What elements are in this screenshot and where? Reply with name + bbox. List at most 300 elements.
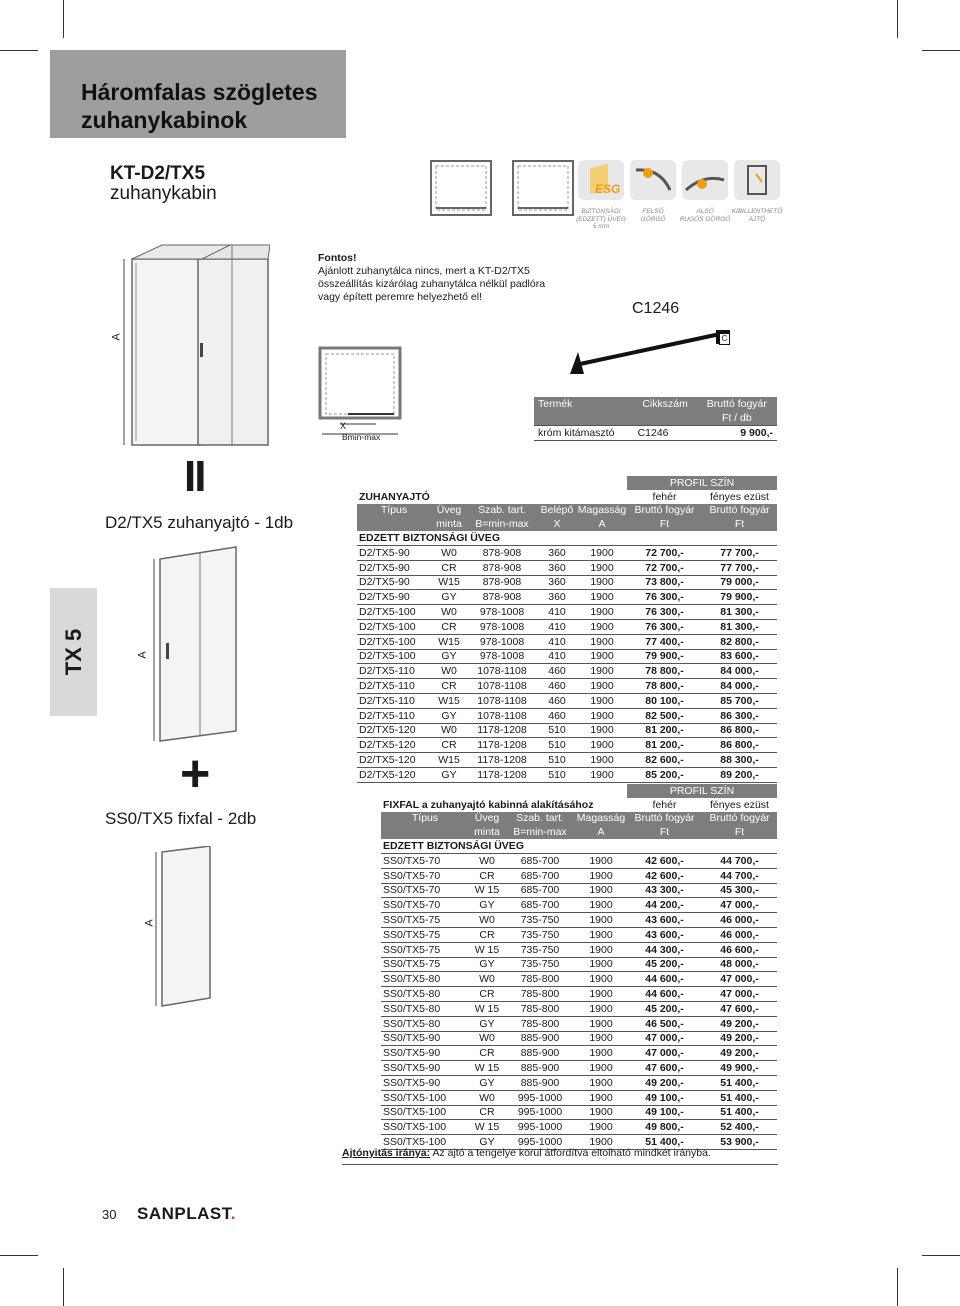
accessory-row: [534, 426, 777, 441]
note-divider: [342, 1164, 778, 1165]
column-header: Típus: [357, 504, 431, 518]
table-cell: W0: [469, 1031, 505, 1046]
table-cell: SS0/TX5-75: [381, 913, 469, 928]
table-cell: W 15: [469, 1120, 505, 1135]
table-cell: 1900: [575, 1075, 627, 1090]
title-box: [50, 50, 346, 138]
table-cell: 978-1008: [467, 634, 537, 649]
table-row: [357, 590, 777, 605]
table-cell: 88 300,-: [702, 753, 777, 768]
table-cell: 978-1008: [467, 649, 537, 664]
table-cell: SS0/TX5-75: [381, 942, 469, 957]
fixfal-section-label: FIXFAL a zuhanyajtó kabinná alakításához: [383, 798, 594, 811]
table-row: [381, 972, 777, 987]
fixfal-color-header: fehér: [652, 798, 677, 811]
crop-mark: [63, 0, 64, 38]
table-cell: 49 200,-: [627, 1075, 702, 1090]
feature-label-line: GÖRGŐ: [640, 215, 666, 223]
table-cell: D2/TX5-100: [357, 649, 431, 664]
tilting-door-icon: [734, 160, 780, 200]
table-cell: 76 300,-: [627, 619, 702, 634]
column-header: X: [537, 517, 577, 531]
table-row: [381, 1105, 777, 1120]
fixfal-section-row: [381, 798, 777, 812]
table-cell: 1900: [577, 693, 627, 708]
accessory-header: Ft / db: [697, 411, 777, 426]
table-cell: SS0/TX5-80: [381, 1001, 469, 1016]
table-cell: 878-908: [467, 575, 537, 590]
door-column-header-row: [357, 504, 777, 518]
table-cell: 885-900: [505, 1075, 575, 1090]
table-cell: 48 000,-: [702, 957, 777, 972]
table-cell: SS0/TX5-100: [381, 1135, 469, 1150]
table-cell: CR: [469, 987, 505, 1002]
table-cell: 82 500,-: [627, 708, 702, 723]
table-cell: 460: [537, 679, 577, 694]
cabin-illustration: [110, 215, 270, 455]
table-cell: SS0/TX5-70: [381, 868, 469, 883]
table-cell: 878-908: [467, 560, 537, 575]
column-header: Üveg: [469, 812, 505, 826]
crop-mark: [63, 1268, 64, 1306]
table-cell: 1078-1108: [467, 679, 537, 694]
table-row: [357, 693, 777, 708]
table-cell: 1900: [575, 1061, 627, 1076]
table-row: [381, 1061, 777, 1076]
table-cell: 1900: [577, 753, 627, 768]
table-cell: GY: [469, 1135, 505, 1150]
table-cell: 1900: [575, 1105, 627, 1120]
table-cell: SS0/TX5-75: [381, 957, 469, 972]
table-cell: 85 200,-: [627, 767, 702, 782]
table-cell: 1900: [575, 957, 627, 972]
side-tab-label: TX 5: [60, 628, 86, 676]
table-cell: D2/TX5-90: [357, 545, 431, 560]
accessory-cell: 9 900,-: [740, 427, 773, 439]
door-section-label: ZUHANYAJTÓ: [359, 490, 430, 503]
table-cell: W 15: [469, 942, 505, 957]
table-cell: CR: [469, 927, 505, 942]
table-cell: 79 000,-: [702, 575, 777, 590]
table-cell: 978-1008: [467, 619, 537, 634]
table-cell: 1900: [575, 1016, 627, 1031]
table-cell: D2/TX5-120: [357, 753, 431, 768]
table-cell: 878-908: [467, 590, 537, 605]
table-cell: 785-800: [505, 972, 575, 987]
page-title-line: Háromfalas szögletes: [81, 79, 318, 105]
table-cell: 51 400,-: [627, 1135, 702, 1150]
table-cell: 1900: [577, 723, 627, 738]
floor-plan: [318, 346, 402, 440]
fixfal-glass-section-row: [381, 839, 777, 853]
table-cell: 1178-1208: [467, 767, 537, 782]
column-header: Típus: [381, 812, 469, 826]
table-cell: 81 300,-: [702, 619, 777, 634]
table-cell: 78 800,-: [627, 664, 702, 679]
table-row: [357, 767, 777, 782]
table-cell: 885-900: [505, 1046, 575, 1061]
table-row: [357, 738, 777, 753]
table-cell: 460: [537, 664, 577, 679]
table-cell: 360: [537, 560, 577, 575]
page-title: [81, 78, 317, 134]
table-row: [381, 987, 777, 1002]
feature-label-line: 5 mm: [592, 223, 610, 230]
table-row: [357, 723, 777, 738]
table-cell: 89 200,-: [702, 767, 777, 782]
door-section-row: [357, 490, 777, 504]
table-cell: GY: [469, 898, 505, 913]
table-cell: 76 300,-: [627, 590, 702, 605]
table-cell: 685-700: [505, 853, 575, 868]
crop-mark: [0, 50, 38, 51]
table-cell: 1900: [577, 738, 627, 753]
crop-mark: [0, 1255, 38, 1256]
fontos-line: Ajánlott zuhanytálca nincs, mert a KT-D2/TX5: [318, 265, 530, 277]
table-row: [381, 1090, 777, 1105]
table-cell: 685-700: [505, 898, 575, 913]
table-cell: 995-1000: [505, 1135, 575, 1150]
table-cell: CR: [431, 738, 467, 753]
door-column-header-row: [357, 517, 777, 531]
table-row: [357, 708, 777, 723]
fontos-line: összeállítás kizárólag zuhanytálca nélkül padlóra: [318, 278, 546, 290]
feature-label-line: (EDZETT) ÜVEG: [576, 215, 626, 223]
table-cell: 1900: [575, 868, 627, 883]
table-cell: 1900: [575, 898, 627, 913]
table-cell: GY: [431, 590, 467, 605]
table-cell: 1900: [577, 619, 627, 634]
table-cell: GY: [469, 1016, 505, 1031]
table-cell: SS0/TX5-70: [381, 853, 469, 868]
column-header: [357, 517, 431, 531]
feature-label-upper: [624, 208, 682, 223]
table-cell: SS0/TX5-90: [381, 1031, 469, 1046]
table-cell: 685-700: [505, 883, 575, 898]
table-row: [381, 1031, 777, 1046]
table-cell: 43 600,-: [627, 913, 702, 928]
column-header: Belépő: [537, 504, 577, 518]
table-cell: 42 600,-: [627, 853, 702, 868]
lower-spring-roller-icon: [682, 160, 728, 200]
table-cell: D2/TX5-90: [357, 575, 431, 590]
table-cell: 49 100,-: [627, 1105, 702, 1120]
table-cell: 52 400,-: [702, 1120, 777, 1135]
table-cell: SS0/TX5-100: [381, 1105, 469, 1120]
table-cell: 86 300,-: [702, 708, 777, 723]
table-cell: 47 600,-: [627, 1061, 702, 1076]
table-cell: 86 800,-: [702, 723, 777, 738]
table-cell: SS0/TX5-90: [381, 1075, 469, 1090]
table-cell: W 15: [469, 1001, 505, 1016]
table-cell: 1078-1108: [467, 664, 537, 679]
table-cell: GY: [431, 649, 467, 664]
table-cell: 878-908: [467, 545, 537, 560]
door-price-table: [357, 476, 777, 783]
column-header: minta: [469, 825, 505, 839]
table-cell: W 15: [469, 883, 505, 898]
door-profil-label: PROFIL SZÍN: [627, 476, 777, 490]
table-row: [381, 853, 777, 868]
table-cell: 44 700,-: [702, 853, 777, 868]
column-header: Ft: [702, 517, 777, 531]
column-header: Bruttó fogyár: [627, 812, 702, 826]
table-cell: 1900: [575, 987, 627, 1002]
product-name: zuhanykabin: [110, 183, 217, 204]
table-cell: CR: [431, 619, 467, 634]
table-cell: CR: [469, 1046, 505, 1061]
table-cell: 79 900,-: [627, 649, 702, 664]
table-cell: W15: [431, 575, 467, 590]
accessory-table: [534, 397, 777, 441]
table-cell: W0: [469, 913, 505, 928]
table-row: [357, 560, 777, 575]
table-cell: 81 200,-: [627, 738, 702, 753]
table-cell: SS0/TX5-75: [381, 927, 469, 942]
plus-symbol: +: [180, 745, 211, 803]
table-cell: 51 400,-: [702, 1105, 777, 1120]
table-cell: 360: [537, 545, 577, 560]
column-header: minta: [431, 517, 467, 531]
table-cell: 49 200,-: [702, 1016, 777, 1031]
table-cell: 735-750: [505, 957, 575, 972]
table-cell: W0: [431, 545, 467, 560]
page-number: 30: [102, 1207, 117, 1222]
feature-label-line: AJTÓ: [748, 215, 766, 223]
table-cell: 1900: [577, 708, 627, 723]
table-row: [381, 1016, 777, 1031]
table-row: [381, 927, 777, 942]
fixfal-column-header-row: [381, 825, 777, 839]
door-label: D2/TX5 zuhanyajtó - 1db: [105, 513, 294, 532]
table-row: [357, 634, 777, 649]
table-cell: 46 000,-: [702, 913, 777, 928]
table-cell: 1900: [575, 853, 627, 868]
table-cell: 995-1000: [505, 1090, 575, 1105]
table-cell: W 15: [469, 1061, 505, 1076]
column-header: Ft: [702, 825, 777, 839]
door-symbol: II: [184, 452, 205, 501]
table-cell: 53 900,-: [702, 1135, 777, 1150]
column-header: Bruttó fogyár: [627, 504, 702, 518]
door-color-header: fehér: [652, 490, 677, 503]
table-cell: W0: [431, 664, 467, 679]
height-label: A: [136, 651, 149, 659]
table-row: [381, 898, 777, 913]
table-cell: 360: [537, 575, 577, 590]
table-cell: W15: [431, 634, 467, 649]
table-cell: 1900: [577, 649, 627, 664]
column-header: A: [577, 517, 627, 531]
column-header: [381, 825, 469, 839]
accessory-header-row: [534, 397, 777, 411]
table-cell: 47 600,-: [702, 1001, 777, 1016]
table-cell: D2/TX5-110: [357, 708, 431, 723]
height-label: A: [110, 333, 123, 341]
table-cell: 84 000,-: [702, 679, 777, 694]
fixfal-illustration: [148, 846, 218, 1012]
table-cell: 1900: [577, 545, 627, 560]
table-cell: 410: [537, 649, 577, 664]
column-header: Bruttó fogyár: [702, 504, 777, 518]
crop-mark: [922, 1255, 960, 1256]
table-cell: SS0/TX5-90: [381, 1061, 469, 1076]
table-cell: 360: [537, 590, 577, 605]
fixfal-profil-row: [381, 784, 777, 798]
column-header: Szab. tart.: [467, 504, 537, 518]
table-cell: 1900: [575, 1135, 627, 1150]
column-header: B=min-max: [505, 825, 575, 839]
table-cell: GY: [431, 708, 467, 723]
brand-text: SANPLAST: [137, 1204, 231, 1223]
table-cell: W0: [431, 723, 467, 738]
column-header: Magasság: [577, 504, 627, 517]
table-cell: 82 600,-: [627, 753, 702, 768]
fontos-title: Fontos!: [318, 252, 357, 264]
table-cell: D2/TX5-90: [357, 560, 431, 575]
upper-roller-icon: [630, 160, 676, 200]
bmin-label: Bmin-max: [342, 432, 381, 442]
fixfal-rows: [381, 853, 777, 1149]
table-cell: 1900: [577, 590, 627, 605]
table-row: [381, 883, 777, 898]
table-cell: 1900: [577, 634, 627, 649]
table-cell: 510: [537, 767, 577, 782]
table-row: [381, 913, 777, 928]
table-cell: CR: [431, 560, 467, 575]
table-cell: CR: [431, 679, 467, 694]
side-tab: [50, 588, 97, 716]
table-row: [381, 1046, 777, 1061]
feature-label-line: KIBILLENTHETŐ: [731, 208, 783, 215]
column-header: Üveg: [431, 504, 467, 518]
table-cell: 47 000,-: [702, 987, 777, 1002]
accessory-header: Bruttó fogyár: [697, 397, 777, 411]
plan-diagrams: [430, 160, 590, 218]
table-cell: 460: [537, 708, 577, 723]
feature-label-esg: [572, 208, 630, 231]
fixfal-color-header: fényes ezüst: [710, 798, 769, 811]
table-cell: 84 000,-: [702, 664, 777, 679]
table-cell: 978-1008: [467, 605, 537, 620]
table-cell: SS0/TX5-70: [381, 883, 469, 898]
table-cell: 82 800,-: [702, 634, 777, 649]
table-cell: 510: [537, 738, 577, 753]
table-cell: D2/TX5-100: [357, 605, 431, 620]
table-cell: 785-800: [505, 1016, 575, 1031]
table-cell: 1900: [575, 927, 627, 942]
table-cell: 1900: [577, 664, 627, 679]
table-cell: 47 000,-: [627, 1031, 702, 1046]
table-cell: 80 100,-: [627, 693, 702, 708]
table-cell: D2/TX5-100: [357, 619, 431, 634]
table-cell: 1178-1208: [467, 738, 537, 753]
table-cell: 510: [537, 753, 577, 768]
feature-label-line: FELSŐ: [642, 208, 664, 215]
table-cell: 44 700,-: [702, 868, 777, 883]
table-cell: W15: [431, 753, 467, 768]
table-cell: 47 000,-: [627, 1046, 702, 1061]
table-row: [357, 664, 777, 679]
table-cell: 1900: [575, 972, 627, 987]
table-row: [357, 545, 777, 560]
column-header: Ft: [627, 517, 702, 531]
table-row: [357, 753, 777, 768]
fontos-notice: [318, 252, 578, 304]
fixfal-profil-label: PROFIL SZÍN: [627, 784, 777, 798]
table-cell: 410: [537, 619, 577, 634]
table-cell: 1900: [577, 575, 627, 590]
fixfal-price-table: [381, 784, 777, 1150]
table-cell: 85 700,-: [702, 693, 777, 708]
table-cell: 1900: [575, 1001, 627, 1016]
table-cell: 51 400,-: [702, 1075, 777, 1090]
height-label: A: [143, 919, 156, 927]
table-cell: 1078-1108: [467, 708, 537, 723]
plan-diagram-right: [513, 161, 573, 215]
table-cell: 76 300,-: [627, 605, 702, 620]
table-cell: 1900: [575, 1120, 627, 1135]
table-cell: 45 200,-: [627, 1001, 702, 1016]
table-cell: CR: [469, 868, 505, 883]
table-cell: SS0/TX5-80: [381, 987, 469, 1002]
column-header: Ft: [627, 825, 702, 839]
table-cell: W0: [431, 605, 467, 620]
table-cell: 83 600,-: [702, 649, 777, 664]
table-cell: 785-800: [505, 987, 575, 1002]
table-cell: 1900: [575, 942, 627, 957]
table-row: [381, 957, 777, 972]
table-row: [357, 649, 777, 664]
table-cell: SS0/TX5-100: [381, 1090, 469, 1105]
table-cell: 1900: [575, 1090, 627, 1105]
fixfal-column-header-row: [381, 812, 777, 826]
table-cell: 410: [537, 634, 577, 649]
table-cell: D2/TX5-110: [357, 664, 431, 679]
table-cell: 1900: [575, 1046, 627, 1061]
table-cell: 42 600,-: [627, 868, 702, 883]
brand-dot: .: [230, 1204, 236, 1223]
accessory-header-row: [534, 411, 777, 426]
table-cell: W0: [469, 972, 505, 987]
table-cell: 1900: [577, 605, 627, 620]
product-code: KT-D2/TX5: [110, 163, 206, 184]
table-row: [357, 575, 777, 590]
table-cell: 47 000,-: [702, 898, 777, 913]
table-cell: SS0/TX5-100: [381, 1120, 469, 1135]
column-header: Magasság: [576, 812, 626, 825]
door-glass-section-row: [357, 531, 777, 545]
door-illustration: [140, 545, 250, 745]
accessory-header: Cikkszám: [634, 397, 697, 411]
table-cell: GY: [469, 957, 505, 972]
door-direction-note: [342, 1147, 711, 1159]
glass-section-label: EDZETT BIZTONSÁGI ÜVEG: [381, 839, 777, 853]
table-cell: 77 700,-: [702, 560, 777, 575]
table-cell: 77 400,-: [627, 634, 702, 649]
table-cell: 45 200,-: [627, 957, 702, 972]
table-cell: D2/TX5-110: [357, 693, 431, 708]
note-label: Ajtónyitás iránya:: [342, 1147, 431, 1159]
crop-mark: [922, 50, 960, 51]
bracket-letter: C: [719, 333, 730, 345]
plan-diagram-left: [431, 161, 491, 215]
esg-badge: ESG: [595, 182, 621, 196]
table-cell: D2/TX5-90: [357, 590, 431, 605]
table-cell: 46 000,-: [702, 927, 777, 942]
door-color-header: fényes ezüst: [710, 490, 769, 503]
table-cell: 735-750: [505, 942, 575, 957]
